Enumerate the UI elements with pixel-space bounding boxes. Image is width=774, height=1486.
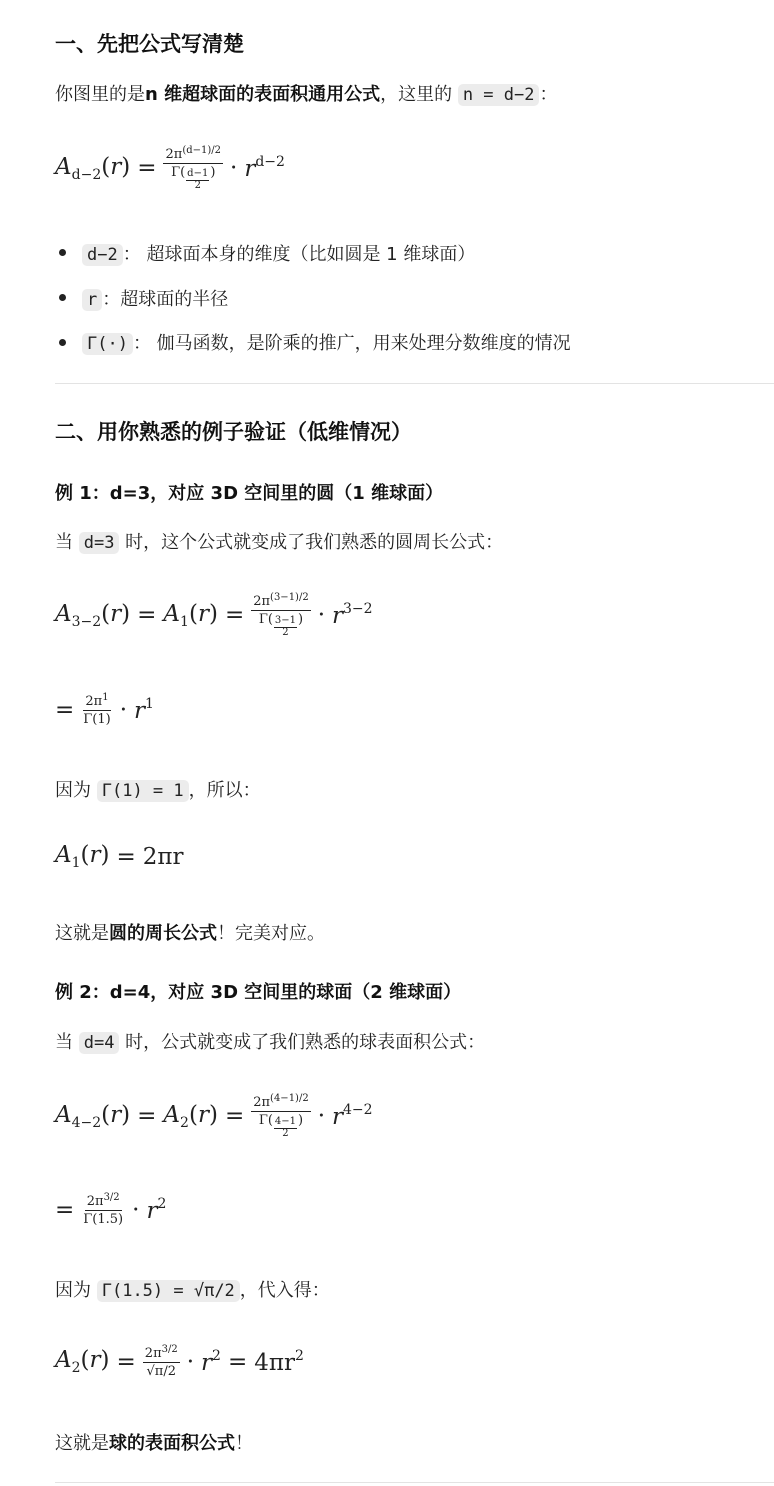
bullet-item-radius: r ：超球面的半径 [82, 285, 228, 311]
example-1-formula-2: = $\frac{2\pi^1}{\Gamma(1)}$ · $r^1$ [55, 692, 154, 728]
example-2-fraction-2: $\frac{2\pi^{3/2}}{\Gamma(1.5)}$ [83, 1192, 124, 1228]
example-1-fraction: $2\pi^{(3-1)/2}$ Γ( $\frac{3-1}{2}$ ) [253, 592, 309, 639]
section-2-heading: 二、用你熟悉的例子验证（低维情况） [55, 420, 412, 444]
example-1-heading: 例 1：d=3，对应 3D 空间里的圆（1 维球面） [55, 483, 444, 504]
example-2-formula-2: = $\frac{2\pi^{3/2}}{\Gamma(1.5)}$ · $r^2$ [55, 1192, 167, 1228]
section-divider [55, 383, 774, 384]
intro-bold: n 维超球面的表面积通用公式 [145, 84, 381, 105]
example-1-fraction-2: $\frac{2\pi^1}{\Gamma(1)}$ [83, 692, 111, 728]
example-2-conclusion: 这就是球的表面积公式！ [55, 1433, 253, 1454]
bullet-dot [59, 249, 66, 256]
example-2-fraction: $2\pi^{(4-1)/2}$ Γ( $\frac{4-1}{2}$ ) [253, 1093, 309, 1140]
example-1-formula-1: $A_{3-2}(r)$ = $A_1(r)$ = $2\pi^{(3-1)/2}$ Γ( $\frac{3-1}{2}$ ) · $r^{3-2}$ [55, 592, 373, 639]
example-1-conclusion: 这就是圆的周长公式！完美对应。 [55, 923, 325, 944]
bullet-item-dimension: d−2 ： 超球面本身的维度（比如圆是 1 维球面） [82, 240, 475, 266]
section-1-heading: 一、先把公式写清楚 [55, 32, 244, 56]
bullet-dot [59, 339, 66, 346]
example-2-formula-1: $A_{4-2}(r)$ = $A_2(r)$ = $2\pi^{(4-1)/2}$ Γ( $\frac{4-1}{2}$ ) · $r^{4-2}$ [55, 1093, 373, 1140]
general-formula-fraction: $2\pi^{(d-1)/2}$ Γ( $\frac{d-1}{2}$ ) [165, 145, 221, 192]
example-2-because: 因为 Γ(1.5) = √π/2 ，代入得： [55, 1280, 330, 1301]
example-2-result: $A_2(r)$ = $\frac{2\pi^{3/2}}{√\pi/2}$ · $r^2$ = $4\pi r^2$ [55, 1344, 304, 1380]
example-1-because: 因为 Γ(1) = 1 ，所以： [55, 780, 261, 801]
general-formula: $A_{d-2}(r)$ = $2\pi^{(d-1)/2}$ Γ( $\frac{d-1}{2}$ ) · $r^{d-2}$ [55, 145, 285, 192]
section-1-intro: 你图里的是n 维超球面的表面积通用公式，这里的 n = d−2 ： [55, 84, 558, 105]
bullet-dot [59, 294, 66, 301]
example-1-intro: 当 d=3 时，这个公式就变成了我们熟悉的圆周长公式： [55, 532, 504, 553]
example-2-result-fraction: $\frac{2\pi^{3/2}}{√\pi/2}$ [144, 1344, 178, 1380]
example-2-heading: 例 2：d=4，对应 3D 空间里的球面（2 维球面） [55, 982, 462, 1003]
bottom-divider [55, 1482, 774, 1483]
example-1-result: $A_1(r)$ = 2πr [55, 842, 184, 871]
intro-code: n = d−2 [458, 84, 540, 106]
example-2-intro: 当 d=4 时，公式就变成了我们熟悉的球表面积公式： [55, 1032, 486, 1053]
bullet-item-gamma: Γ(·) ： 伽马函数，是阶乘的推广，用来处理分数维度的情况 [82, 329, 571, 355]
